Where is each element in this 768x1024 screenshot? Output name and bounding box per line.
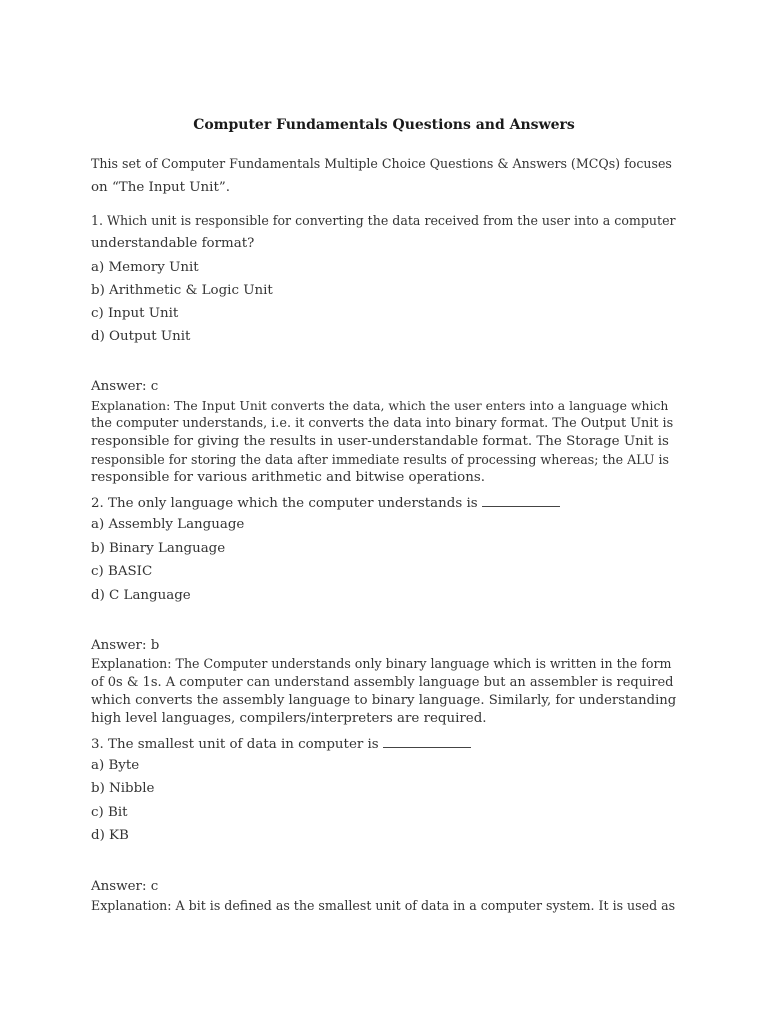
- question-1-explanation: responsible for giving the results in user-understandable format. The Storage Unit is: [91, 434, 669, 449]
- question-2-answer: Answer: b: [91, 638, 160, 653]
- question-2-explanation: which converts the assembly language to binary language. Similarly, for understanding: [91, 693, 677, 708]
- question-2-option: b) Binary Language: [91, 541, 226, 556]
- question-2-option: d) C Language: [91, 588, 191, 603]
- question-3-explanation: Explanation: A bit is defined as the smallest unit of data in a computer system. It is used as: [91, 898, 676, 913]
- question-2-explanation: of 0s & 1s. A computer can understand assembly language but an assembler is required: [91, 675, 674, 690]
- intro-line: This set of Computer Fundamentals Multiple Choice Questions & Answers (MCQs) focuses: [91, 156, 672, 171]
- question-1-text: 1. Which unit is responsible for converting the data received from the user into a computer: [91, 213, 676, 228]
- question-2-explanation: Explanation: The Computer understands only binary language which is written in the form: [91, 656, 672, 671]
- question-2-explanation: high level languages, compilers/interpreters are required.: [91, 711, 487, 726]
- intro-line: on “The Input Unit”.: [91, 180, 230, 195]
- question-1-explanation: the computer understands, i.e. it converts the data into binary format. The Output Unit is: [91, 416, 674, 431]
- question-1-explanation: Explanation: The Input Unit converts the data, which the user enters into a language which: [91, 398, 669, 413]
- question-1-explanation: responsible for storing the data after immediate results of processing whereas; the ALU is: [91, 452, 669, 467]
- question-3-option: d) KB: [91, 828, 129, 843]
- question-1-answer: Answer: c: [91, 379, 159, 394]
- question-2-text: [91, 494, 560, 511]
- fill-in-blank: [383, 735, 471, 748]
- question-3-option: a) Byte: [91, 758, 140, 773]
- question-1-option: b) Arithmetic & Logic Unit: [91, 283, 273, 298]
- question-3-option: c) Bit: [91, 805, 128, 820]
- question-1-explanation: responsible for various arithmetic and bitwise operations.: [91, 470, 485, 485]
- question-2-label: 2. The only language which the computer understands is: [91, 496, 478, 511]
- question-2-option: a) Assembly Language: [91, 517, 245, 532]
- question-3-text: [91, 735, 471, 752]
- document-title: Computer Fundamentals Questions and Answers: [193, 117, 575, 133]
- question-3-answer: Answer: c: [91, 879, 159, 894]
- question-3-label: 3. The smallest unit of data in computer is: [91, 737, 379, 752]
- question-1-text: understandable format?: [91, 236, 255, 251]
- question-1-option: c) Input Unit: [91, 306, 179, 321]
- question-1-option: d) Output Unit: [91, 329, 191, 344]
- question-3-option: b) Nibble: [91, 781, 155, 796]
- fill-in-blank: [482, 494, 560, 507]
- question-2-option: c) BASIC: [91, 564, 153, 579]
- question-1-option: a) Memory Unit: [91, 260, 199, 275]
